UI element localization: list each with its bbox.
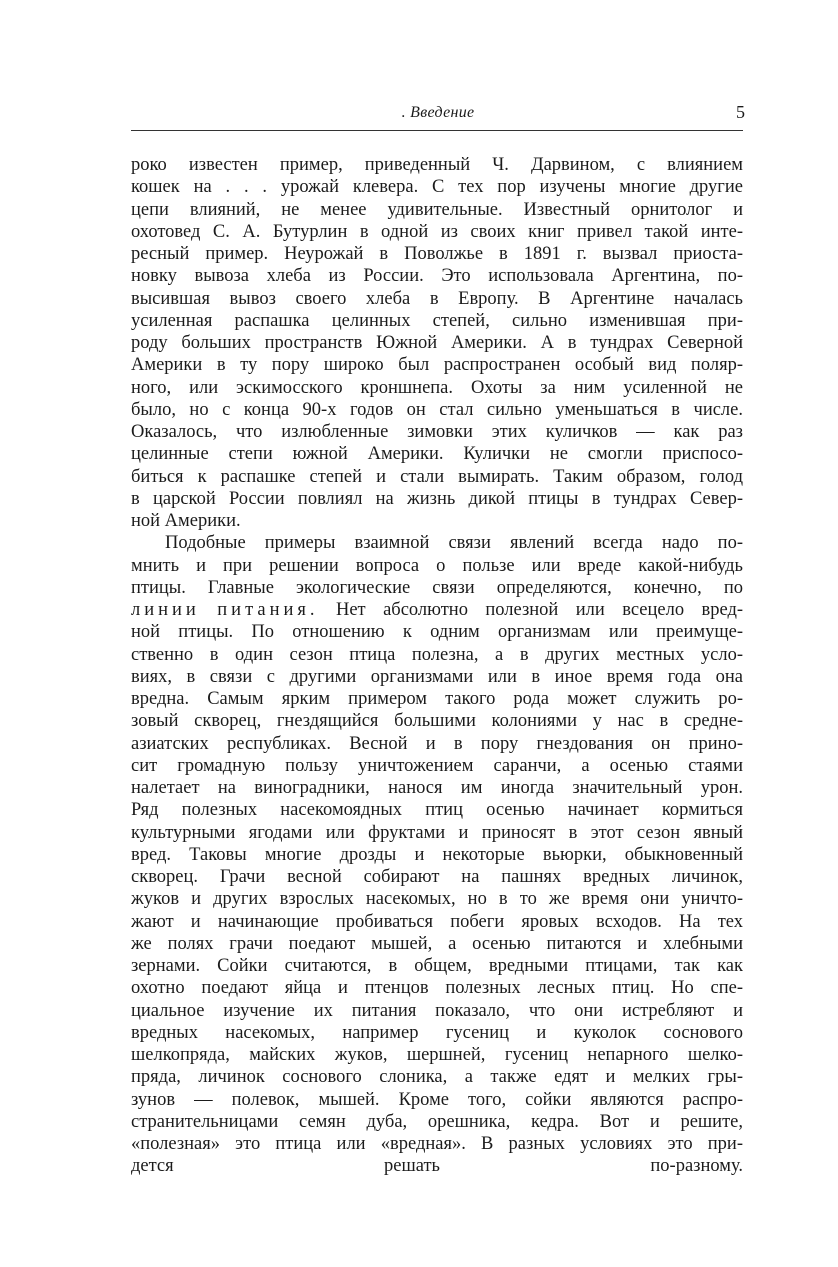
text-line: целинные степи южной Америки. Кулички не смогли приспосо-	[131, 444, 743, 465]
text-line	[131, 1244, 743, 1266]
text-line: циальное изучение их питания показало, что они истребляют и	[131, 1000, 743, 1021]
text-line: скворец. Грачи весной собирают на пашнях вредных личинок,	[131, 867, 743, 887]
text-line: налетает на виноградники, нанося им иногда значительный урон.	[131, 778, 743, 798]
text-line: Подобные примеры взаимной связи явлений всегда надо по-	[165, 533, 743, 554]
text-line: ного, или эскимосского кроншнепа. Охоты за ним усиленной не	[131, 377, 743, 398]
text-line: кошек на . . . урожай клевера. С тех пор изучены многие другие	[131, 177, 743, 198]
text-line: ной птицы. По отношению к одним организмам или преимуще-	[131, 622, 743, 643]
text-line: в царской России повлиял на жизнь дикой птицы в тундрах Север-	[131, 488, 743, 509]
text-line: цепи влияний, не менее удивительные. Известный орнитолог и	[131, 199, 743, 220]
text-line	[131, 1200, 743, 1222]
text-line: было, но с конца 90-х годов он стал сильно уменьшаться в числе.	[131, 399, 743, 420]
text-line: мнить и при решении вопроса о пользе или вреде какой-нибудь	[131, 555, 743, 576]
text-line: птицы. Главные экологические связи определяются, конечно, по	[131, 577, 743, 598]
text-line: азиатских республиках. Весной и в пору гнездования он прино-	[131, 733, 743, 754]
text-line: ственно в один сезон птица полезна, а в других местных усло-	[131, 644, 743, 665]
text-line: культурными ягодами или фруктами и приносят в этот сезон явный	[131, 822, 743, 843]
text-line: «полезная» это птица или «вредная». В разных условиях это при-	[131, 1134, 743, 1154]
text-line: виях, в связи с другими организмами или в иное время года она	[131, 666, 743, 687]
text-line: пряда, личинок соснового слоника, а также едят и мелких гры-	[131, 1067, 743, 1088]
text-line: вредна. Самым ярким примером такого рода может служить ро-	[131, 689, 743, 709]
running-title: . Введение	[401, 104, 475, 121]
text-line: зернами. Сойки считаются, в общем, вредными птицами, так как	[131, 956, 743, 976]
text-line: охотно поедают яйца и птенцов полезных лесных птиц. Но спе-	[131, 978, 743, 999]
text-line: странительницами семян дуба, орешника, кедра. Вот и решите,	[131, 1111, 743, 1132]
text-line: зовый скворец, гнездящийся большими колониями у нас в средне-	[131, 711, 743, 732]
text-line: вредных насекомых, например гусениц и куколок соснового	[131, 1022, 743, 1043]
text-line: зунов — полевок, мышей. Кроме того, сойки являются распро-	[131, 1089, 743, 1110]
text-line-rest: Нет абсолютно полезной или всецело вред-	[335, 600, 743, 620]
text-line: вред. Таковы многие дрозды и некоторые вьюрки, обыкновенный	[131, 844, 743, 865]
text-line: Ряд полезных насекомоядных птиц осенью начинает кормиться	[131, 800, 743, 821]
text-line: же полях грачи поедают мышей, а осенью питаются и хлебными	[131, 933, 743, 954]
spaced-term-nutrition: питания.	[217, 600, 319, 620]
text-line: Америки в ту пору широко был распространен особый вид поляр-	[131, 355, 743, 376]
text-line: роду больших пространств Южной Америки. А в тундрах Северной	[131, 333, 743, 353]
header-rule	[131, 130, 743, 131]
text-line	[131, 1178, 743, 1200]
text-line: ной Америки.	[131, 511, 241, 531]
text-line: роко известен пример, приведенный Ч. Дарвином, с влиянием	[131, 155, 743, 175]
text-line: охотовед С. А. Бутурлин в одной из своих книг привел такой инте-	[131, 221, 743, 242]
text-line: высившая вывоз своего хлеба в Европу. В Аргентине началась	[131, 288, 743, 309]
text-line: Оказалось, что излюбленные зимовки этих куличков — как раз	[131, 422, 743, 442]
text-line: ресный пример. Неурожай в Поволжье в 1891 г. вызвал приоста-	[131, 244, 743, 264]
text-line: новку вывоза хлеба из России. Это использовала Аргентина, по-	[131, 266, 743, 287]
body-text	[131, 154, 743, 1267]
text-line: усиленная распашка целинных степей, сильно изменившая при-	[131, 310, 743, 331]
text-line: шелкопряда, майских жуков, шершней, гусениц непарного шелко-	[131, 1045, 743, 1065]
page-header	[131, 104, 745, 128]
text-line: жуков и других взрослых насекомых, но в то же время они уничто-	[131, 889, 743, 910]
text-line	[131, 599, 743, 621]
text-line: жают и начинающие пробиваться побеги яровых всходов. На тех	[131, 911, 743, 932]
page-number: 5	[736, 102, 745, 122]
text-line: дется решать по-разному.	[131, 1156, 743, 1177]
text-line	[131, 1222, 743, 1244]
text-line: биться к распашке степей и стали вымирать. Таким образом, голод	[131, 466, 743, 487]
text-line: сит громадную пользу уничтожением саранчи, а осенью стаями	[131, 755, 743, 776]
spaced-term-line: линии	[131, 600, 200, 620]
